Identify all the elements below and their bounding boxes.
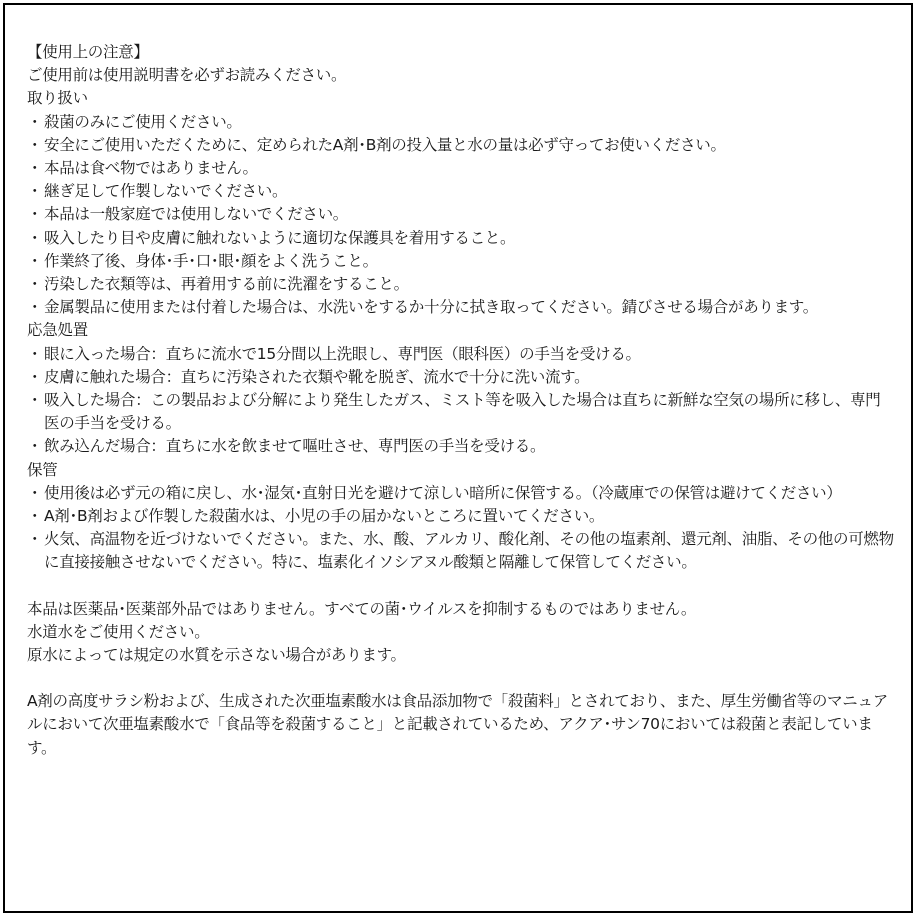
list-item-text: 殺菌のみにご使用ください。 <box>44 112 242 131</box>
spacer <box>27 575 907 598</box>
list-item-text: 飲み込んだ場合：直ちに水を飲ませて嘔吐させ、専門医の手当を受ける。 <box>44 437 546 456</box>
list-item <box>27 482 907 505</box>
bullet-mark: ・ <box>27 228 43 247</box>
list-item <box>27 180 907 203</box>
list-item-text: 吸入したり目や皮膚に触れないように適切な保護具を着用すること。 <box>44 228 516 247</box>
note-tap-water: 水道水をご使用ください。 <box>27 622 210 641</box>
notice-title: 【使用上の注意】 <box>27 43 149 61</box>
list-item <box>27 389 907 435</box>
list-item <box>27 111 907 134</box>
document-frame <box>3 3 913 913</box>
bullet-mark: ・ <box>27 367 43 386</box>
first-aid-list <box>27 343 907 459</box>
list-item-text: A剤･B剤および作製した殺菌水は、小児の手の届かないところに置いてください。 <box>44 507 605 526</box>
bullet-mark: ・ <box>27 344 43 363</box>
note-water-quality: 原水によっては規定の水質を示さない場合があります。 <box>27 646 406 665</box>
first-aid-heading: 応急処置 <box>27 321 88 340</box>
list-item-text: 火気、高温物を近づけないでください。また、水、酸、アルカリ、酸化剤、その他の塩素剤、還元剤、油脂、その他の可燃物に直接接触させないでください。特に、塩素化イソシアヌル酸類と隔離して保管してください。 <box>44 530 894 572</box>
bullet-mark: ・ <box>27 437 43 456</box>
bullet-mark: ・ <box>27 135 43 154</box>
footnote <box>27 690 907 760</box>
bullet-mark: ・ <box>27 298 43 317</box>
list-item-text: 本品は食べ物ではありません。 <box>44 159 258 178</box>
list-item-text: 作業終了後、身体･手･口･眼･顔をよく洗うこと。 <box>44 251 378 270</box>
list-item-text: 本品は一般家庭では使用しないでください。 <box>44 205 349 224</box>
read-manual-notice: ご使用前は使用説明書を必ずお読みください。 <box>27 66 347 85</box>
list-item-text: 汚染した衣類等は、再着用する前に洗濯をすること。 <box>44 275 409 294</box>
bullet-mark: ・ <box>27 275 43 294</box>
usage-notice-text <box>27 41 907 760</box>
list-item-text: 継ぎ足して作製しないでください。 <box>44 182 288 201</box>
note-not-drug: 本品は医薬品･医薬部外品ではありません。すべての菌･ウイルスを抑制するものではありません。 <box>27 599 697 618</box>
list-item <box>27 296 907 319</box>
list-item-text: 金属製品に使用または付着した場合は、水洗いをするか十分に拭き取ってください。錆びさせる場合があります。 <box>44 298 818 317</box>
list-item-text: 眼に入った場合：直ちに流水で15分間以上洗眼し、専門医（眼科医）の手当を受ける。 <box>44 344 641 363</box>
list-item <box>27 366 907 389</box>
footnote-text: A剤の高度サラシ粉および、生成された次亜塩素酸水は食品添加物で「殺菌料」とされており、また、厚生労働省等のマニュアルにおいて次亜塩素酸水で「食品等を殺菌すること」と記載されているため、アクア･サン70においては殺菌と表記しています。 <box>27 692 888 757</box>
list-item <box>27 227 907 250</box>
storage-list <box>27 482 907 575</box>
bullet-mark: ・ <box>27 112 43 131</box>
list-item <box>27 435 907 458</box>
list-item <box>27 203 907 226</box>
bullet-mark: ・ <box>27 159 43 178</box>
bullet-mark: ・ <box>27 507 43 526</box>
list-item <box>27 134 907 157</box>
bullet-mark: ・ <box>27 205 43 224</box>
list-item-text: 皮膚に触れた場合：直ちに汚染された衣類や靴を脱ぎ、流水で十分に洗い流す。 <box>44 367 590 386</box>
bullet-mark: ・ <box>27 530 43 549</box>
list-item <box>27 528 907 574</box>
list-item <box>27 157 907 180</box>
list-item <box>27 343 907 366</box>
list-item-text: 安全にご使用いただくために、定められたA剤･B剤の投入量と水の量は必ず守ってお使いください。 <box>44 135 726 154</box>
bullet-mark: ・ <box>27 483 43 502</box>
spacer <box>27 667 907 690</box>
list-item <box>27 273 907 296</box>
list-item <box>27 505 907 528</box>
handling-heading: 取り扱い <box>27 89 88 108</box>
list-item-text: 使用後は必ず元の箱に戻し、水･湿気･直射日光を避けて涼しい暗所に保管する。（冷蔵庫での保管は避けてください） <box>44 483 842 502</box>
storage-heading: 保管 <box>27 460 58 479</box>
bullet-mark: ・ <box>27 391 43 410</box>
bullet-mark: ・ <box>27 251 43 270</box>
handling-list <box>27 111 907 320</box>
bullet-mark: ・ <box>27 182 43 201</box>
list-item-text: 吸入した場合：この製品および分解により発生したガス、ミスト等を吸入した場合は直ちに新鮮な空気の場所に移し、専門医の手当を受ける。 <box>44 391 881 433</box>
list-item <box>27 250 907 273</box>
